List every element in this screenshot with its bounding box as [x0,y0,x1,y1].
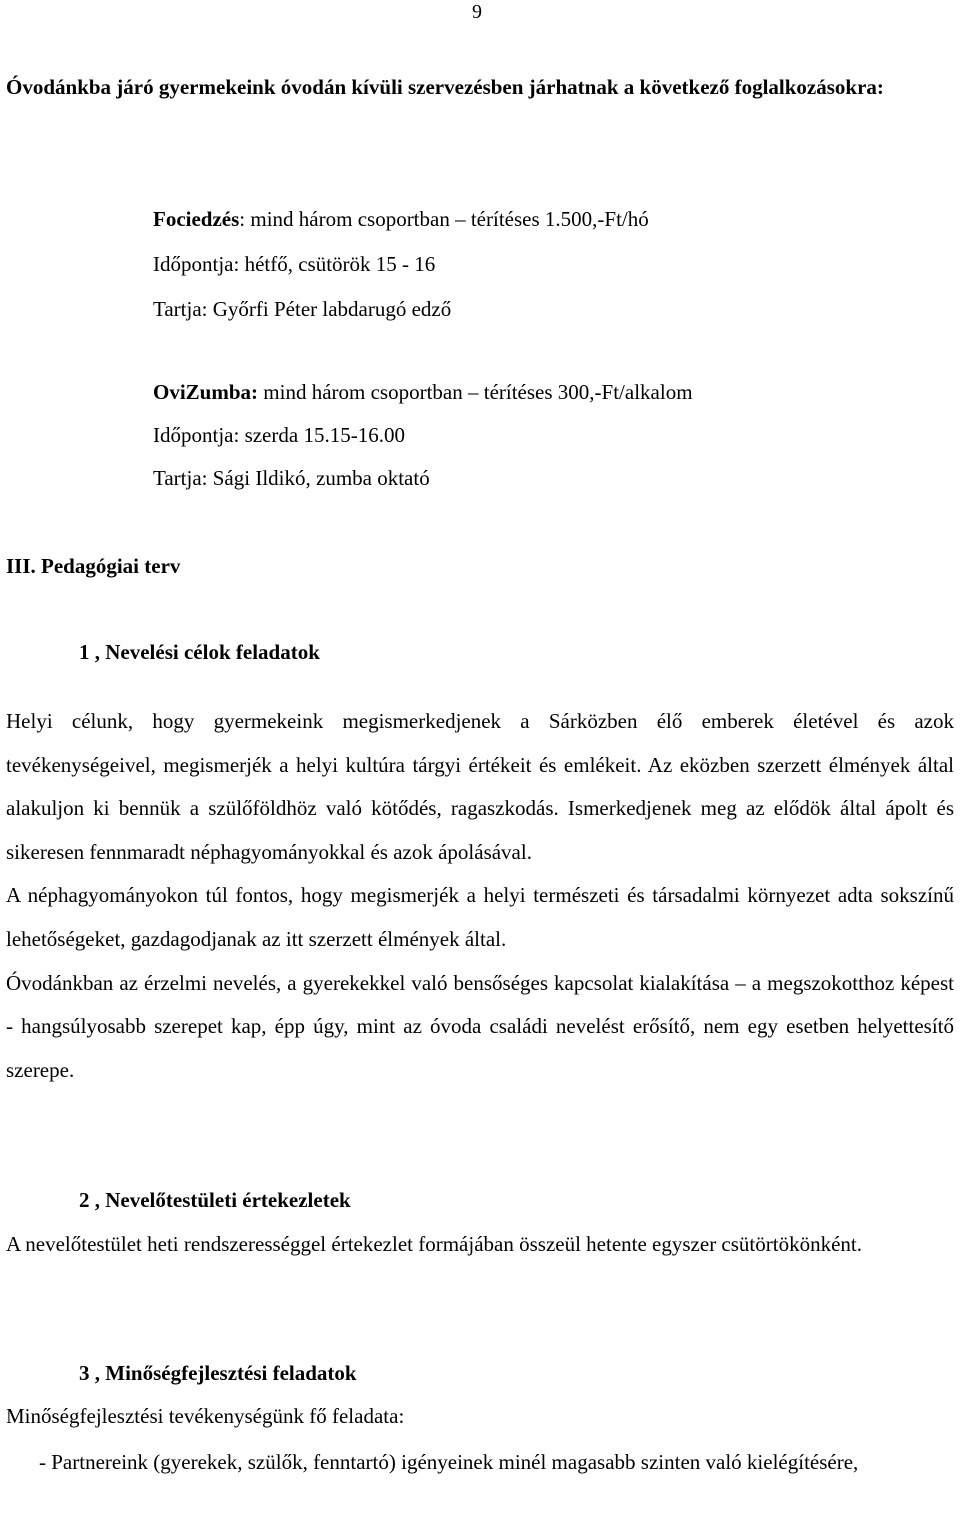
football-title-line [153,197,933,242]
meetings-paragraph: A nevelőtestület heti rendszerességgel értekezlet formájában összeül hetente egyszer csütörtökönként. [6,1232,862,1256]
zumba-holder: Tartja: Sági Ildikó, zumba oktató [153,466,430,490]
page-number: 9 [472,1,482,23]
section-heading: III. Pedagógiai terv [6,554,181,578]
activity-zumba [153,371,933,500]
goals-text-d: Óvodánkban az érzelmi nevelés, a gyerekekkel való bensőséges kapcsolat kialakítása – a megszokotthoz képest - hangsúlyosabb szerepet kap, épp úgy, mint az óvoda családi nevelést erősítő, nem egy esetben helyettesítő szerepe. [6,970,954,1082]
football-name: Fociedzés [153,207,240,231]
zumba-time: Időpontja: szerda 15.15-16.00 [153,423,405,447]
intro-paragraph: Óvodánkba járó gyermekeink óvodán kívüli szervezésben járhatnak a következő foglalkozásokra: [6,75,884,99]
quality-item-partners: - Partnereink (gyerekek, szülők, fenntartó) igényeinek minél magasabb szinten való kielégítésére, [39,1450,859,1474]
goals-text-c: A néphagyományokon túl fontos, hogy megismerjék a helyi természeti és társadalmi környezet adta sokszínű lehetőségeket, gazdagodjanak az itt szerzett élmények által. [6,883,954,951]
zumba-name: OviZumba: [153,380,259,404]
subheading-meetings: 2 , Nevelőtestületi értekezletek [79,1188,351,1212]
subheading-goals: 1 , Nevelési célok feladatok [79,640,320,664]
goals-paragraph [6,700,954,1092]
goals-text-b: Az eközben szerzett élmények által alakuljon ki bennük a szülőföldhöz való kötődés, ragaszkodás. Ismerkedjenek meg az elődök által ápolt és sikeresen fennmaradt néphagyományokkal és azok ápolásával. [6,752,954,864]
football-holder: Tartja: Győrfi Péter labdarugó edző [153,297,452,321]
zumba-description: mind három csoportban – térítéses 300,-Ft/alkalom [258,380,693,404]
activity-football [153,197,933,332]
football-time: Időpontja: hétfő, csütörök 15 - 16 [153,252,436,276]
quality-intro: Minőségfejlesztési tevékenységünk fő feladata: [6,1404,405,1428]
zumba-title-line [153,371,933,414]
subheading-quality: 3 , Minőségfejlesztési feladatok [79,1361,357,1385]
football-description: : mind három csoportban – térítéses 1.500,-Ft/hó [239,207,649,231]
goals-text-a: Helyi célunk, hogy gyermekeink megismerkedjenek a Sárközben élő emberek életével és azok tevékenységeivel, megismerjék a helyi kultúra tárgyi értékeit és emlékeit. [6,709,954,777]
